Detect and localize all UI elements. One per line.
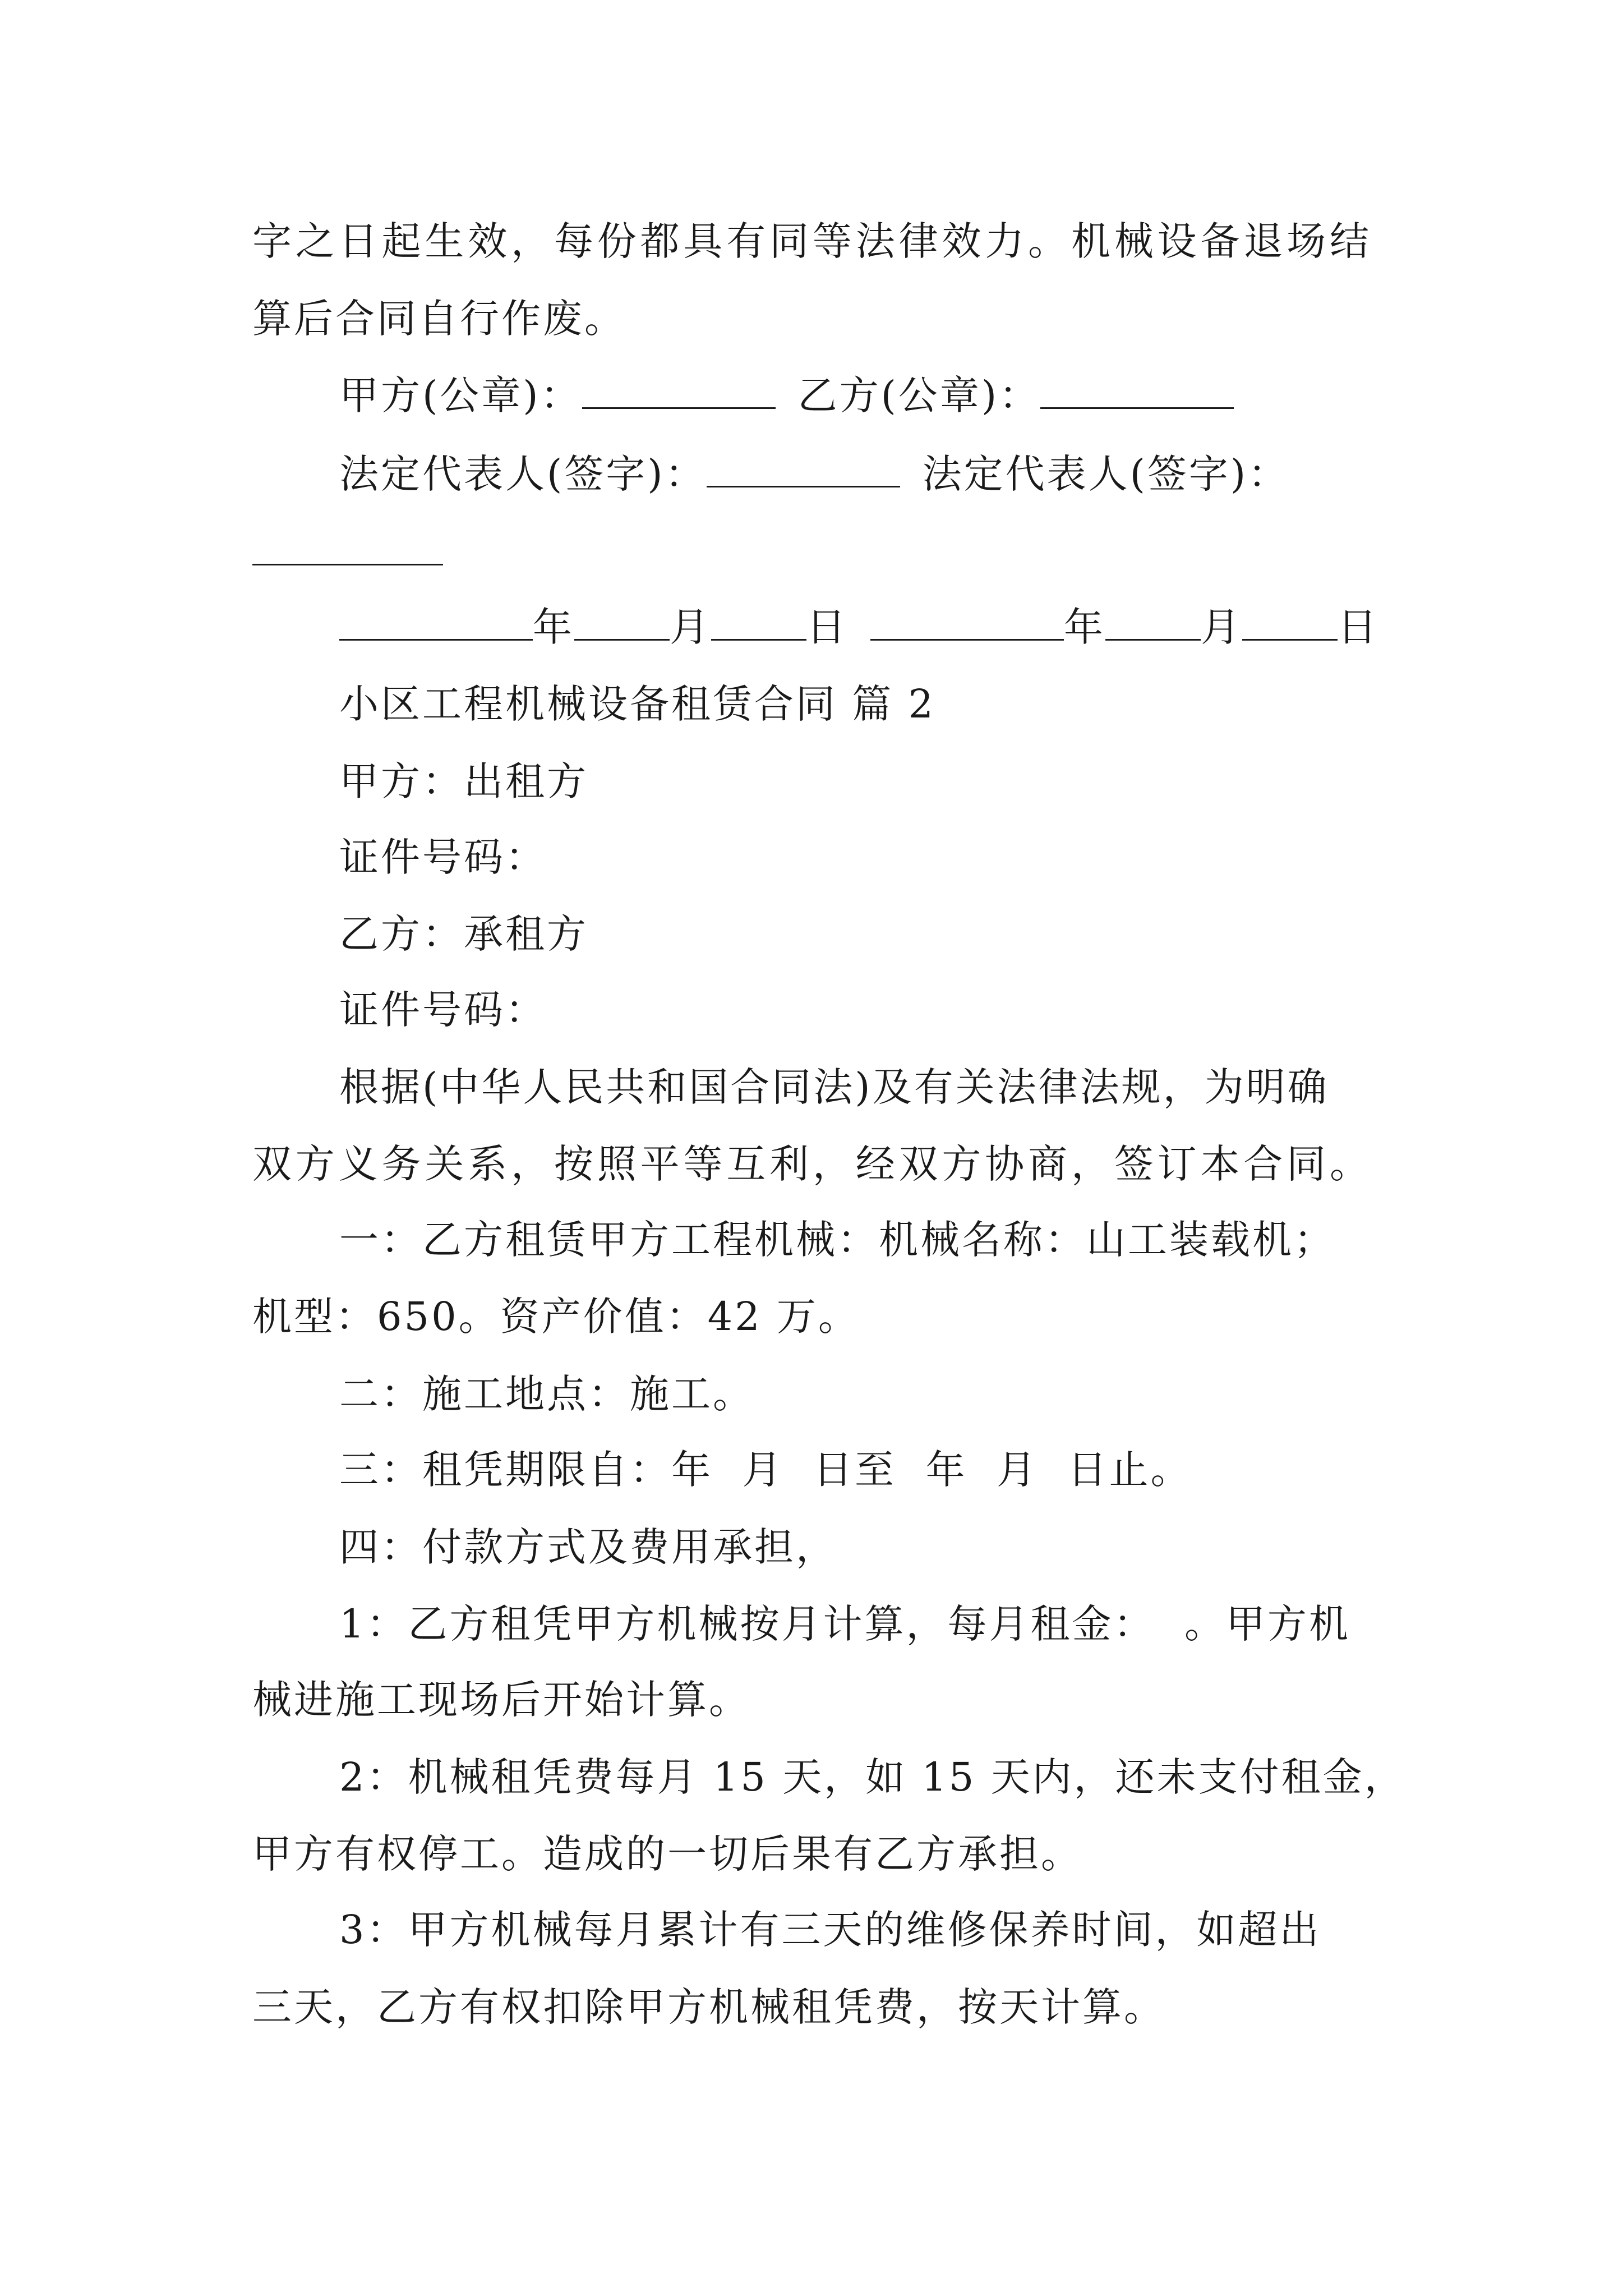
party-a-month-blank [574,604,670,641]
month-label-a: 月 [670,604,711,650]
item-2-line-2: 甲方有权停工。造成的一切后果有乙方承担。 [252,1831,1082,1877]
party-b-month-blank [1105,604,1201,641]
year-label-b: 年 [1064,604,1105,650]
party-b-rep-label: 法定代表人(签字)： [922,451,1290,497]
party-b-line: 乙方：承租方 [339,911,588,957]
seal-signature-row [339,367,1234,424]
party-b-year-blank [870,604,1064,641]
party-a-seal-blank [582,372,776,409]
continued-paragraph-line-1: 字之日起生效，每份都具有同等法律效力。机械设备退场结 [252,218,1371,264]
party-a-rep-label: 法定代表人(签字)： [339,451,707,497]
clause-1-line-1: 一：乙方租赁甲方工程机械：机械名称：山工装载机； [339,1217,1335,1263]
clause-2: 二：施工地点：施工。 [339,1371,754,1417]
clause-4: 四：付款方式及费用承担， [339,1524,837,1570]
party-b-rep-blank [252,564,443,565]
item-1-line-2: 械进施工现场后开始计算。 [252,1677,750,1723]
continued-paragraph-line-2: 算后合同自行作废。 [252,296,626,342]
item-1-line-1: 1：乙方租凭甲方机械按月计算，每月租金： 。甲方机 [339,1601,1351,1647]
year-label-a: 年 [533,604,574,650]
party-a-year-blank [339,604,533,641]
intro-line-1: 根据(中华人民共和国合同法)及有关法律法规，为明确 [339,1064,1329,1110]
intro-line-2: 双方义务关系，按照平等互利，经双方协商，签订本合同。 [252,1141,1371,1187]
clause-3: 三：租凭期限自：年 月 日至 年 月 日止。 [339,1447,1192,1493]
party-b-id-line: 证件号码： [339,987,547,1033]
party-b-seal-label: 乙方(公章)： [797,372,1041,418]
party-a-seal-label: 甲方(公章)： [339,372,582,418]
item-3-line-1: 3：甲方机械每月累计有三天的维修保养时间，如超出 [339,1907,1321,1953]
clause-1-line-2: 机型：650。资产价值：42 万。 [252,1294,860,1340]
representative-signature-row [339,446,1289,502]
date-row [339,599,1379,655]
day-label-b: 日 [1338,604,1379,650]
item-2-line-1: 2：机械租凭费每月 15 天，如 15 天内，还未支付租金， [339,1754,1406,1800]
month-label-b: 月 [1201,604,1242,650]
section-title: 小区工程机械设备租赁合同 篇 2 [339,681,936,727]
party-b-seal-blank [1040,372,1234,409]
day-label-a: 日 [806,604,848,650]
item-3-line-2: 三天，乙方有权扣除甲方机械租凭费，按天计算。 [252,1984,1165,2030]
party-a-rep-blank [707,451,900,487]
party-a-line: 甲方：出租方 [339,758,588,804]
party-a-id-line: 证件号码： [339,834,547,880]
party-b-day-blank [1242,604,1338,641]
party-a-day-blank [711,604,806,641]
